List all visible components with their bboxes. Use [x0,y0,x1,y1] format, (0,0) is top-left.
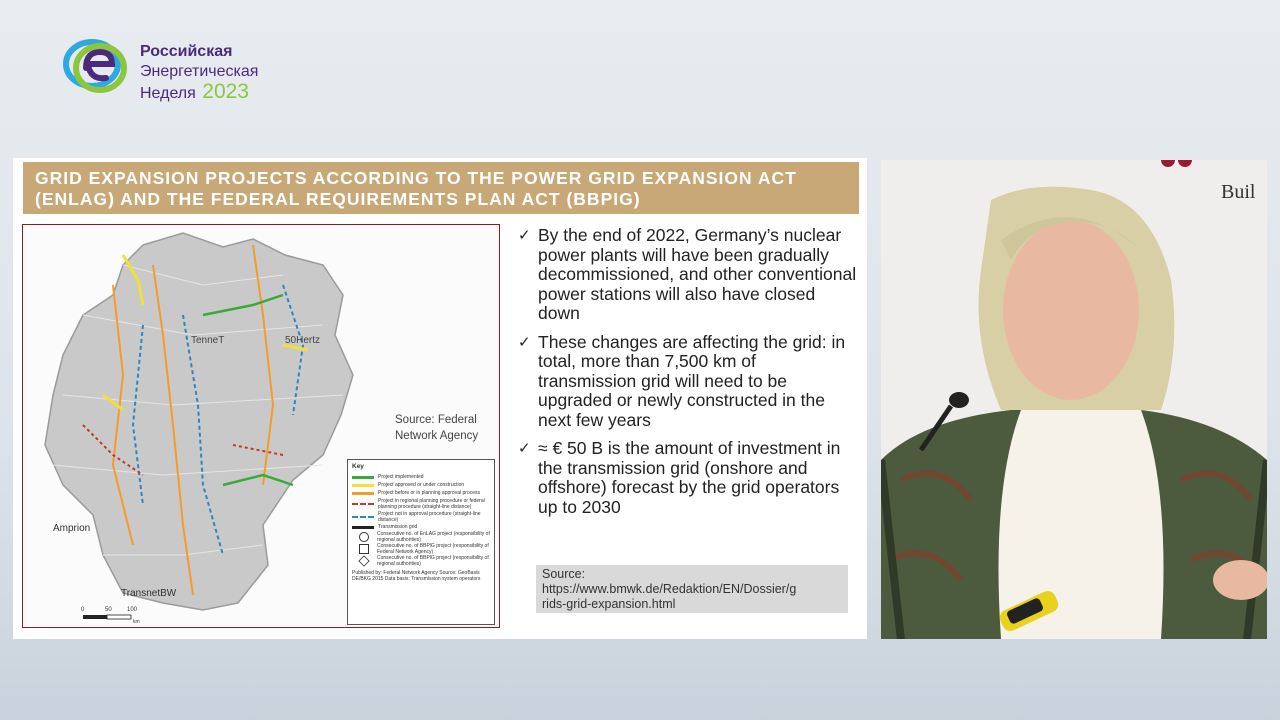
energy-week-logo-icon [62,34,136,98]
legend-circle-icon [359,532,369,542]
map-source-line-2: Network Agency [395,430,479,442]
legend-label: Consecutive no. of BBPlG project (responsibility of regional authorities) [377,555,489,567]
check-icon: ✓ [518,226,531,244]
legend-label: Project in regional planning procedure or federal planning procedure (straight-line distance) [378,498,485,510]
map-source-line-1: Source: Federal [395,414,477,426]
region-label-tennet: TenneT [191,335,225,346]
legend-label: Project not in approval procedure (straight-line distance) [378,511,481,523]
legend-diamond-icon [358,555,369,566]
logo-line-1: Российская [140,43,233,60]
region-label-amprion: Amprion [53,523,91,534]
legend-square-icon [359,544,369,554]
logo-line-3 [140,82,258,104]
slide-title-line-2: (ENLAG) AND THE FEDERAL REQUIREMENTS PLAN ACT (BBPIG) [35,189,641,209]
legend-swatch-blue-dashed [352,516,374,518]
legend-swatch-black [352,526,374,529]
logo-line-3-text: Неделя [140,85,196,102]
logo-year: 2023 [202,80,249,103]
legend-swatch-yellow [352,484,374,487]
legend-label: Consecutive no. of BBPlG project (responsibility of Federal Network Agency) [377,543,489,555]
map-legend-title: Key [352,463,364,470]
check-icon: ✓ [518,332,531,351]
bullet-item [518,333,858,431]
speaker-video [881,160,1267,639]
bullet-item [518,226,858,324]
bullet-text: These changes are affecting the grid: in total, more than 7,500 km of transmission grid will need to be upgraded or newly constructed in the next few years [538,331,846,430]
check-icon: ✓ [518,439,531,457]
legend-label: Project implemented [378,474,424,480]
slide-title-line-1: GRID EXPANSION PROJECTS ACCORDING TO THE POWER GRID EXPANSION ACT [35,168,797,188]
logo-line-2: Энергетическая [140,63,259,80]
region-label-50hertz: 50Hertz [285,335,321,346]
map-legend [347,459,495,625]
legend-item [348,473,494,481]
legend-label: Consecutive no. of EnLAG project (responsibility of regional authorities) [377,531,490,543]
legend-item [348,489,494,497]
region-label-transnetbw: TransnetBW [121,588,177,599]
scale-label-100: 100 [127,607,138,613]
legend-swatch-orange [352,492,374,495]
event-logo [62,34,282,106]
scale-label-0: 0 [81,607,85,613]
legend-label: Transmission grid [378,524,418,530]
bullet-text: By the end of 2022, Germany’s nuclear power plants will have been gradually decommissioned, and other conventional power stations will also have closed down [538,225,857,323]
scale-unit: km [133,619,140,625]
backdrop-text: Buil [1221,181,1256,203]
germany-grid-map [22,224,500,628]
legend-item [348,497,494,511]
source-citation [536,565,848,613]
source-url-line-2: rids-grid-expansion.html [542,597,676,611]
legend-item [348,523,494,531]
legend-item [348,555,494,567]
presentation-slide [13,158,867,639]
legend-item [348,531,494,543]
legend-footer: Published by: Federal Network Agency Source: GeoBasis DE/BKG 2015 Data basis: Transmission system operators [352,570,481,582]
legend-label: Project before or in planning approval process [378,490,481,496]
bullet-list [518,226,858,526]
slide-title [23,162,859,214]
legend-swatch-red-dashed [352,503,374,505]
source-label: Source: [542,567,586,581]
legend-item [348,511,494,523]
legend-item [348,543,494,555]
legend-label: Project approved or under construction [378,482,465,488]
source-url-line-1: https://www.bmwk.de/Redaktion/EN/Dossier/g [542,582,797,596]
bullet-text: ≈ € 50 B is the amount of investment in the transmission grid (onshore and offshore) forecast by the grid operators up to 2030 [538,438,841,517]
scale-label-50: 50 [105,607,112,613]
legend-item [348,481,494,489]
speaker-figure [881,160,1267,639]
map-source-note [395,412,478,444]
legend-swatch-green [352,476,374,479]
bullet-item [518,439,858,517]
